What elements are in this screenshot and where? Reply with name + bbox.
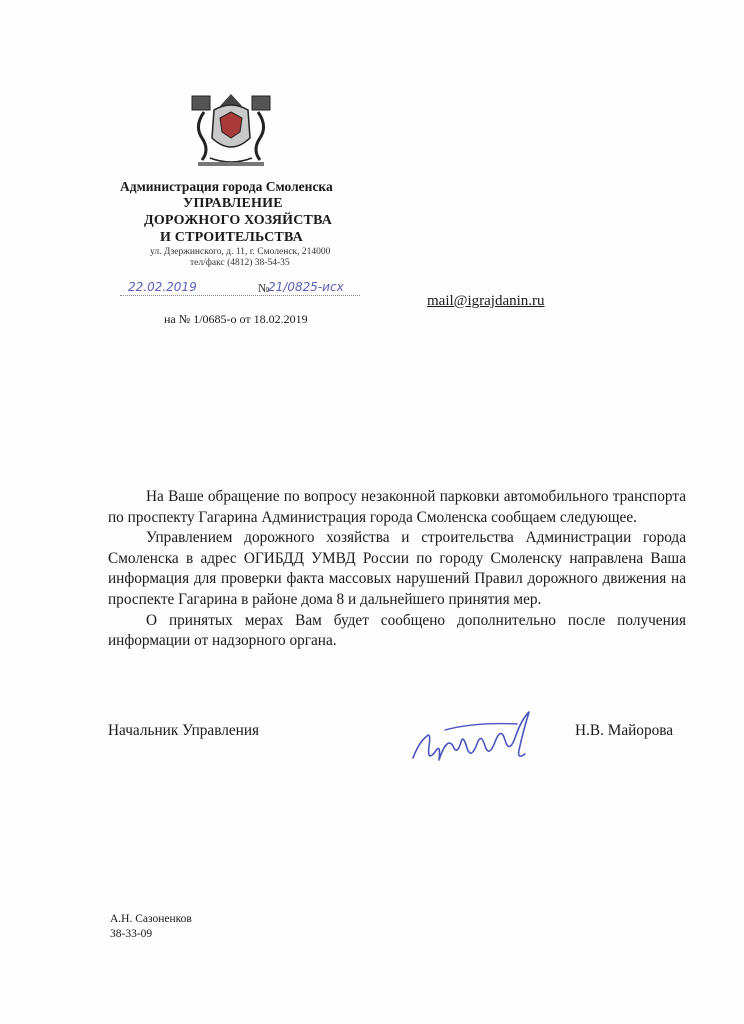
- reference-number: на № 1/0685-о от 18.02.2019: [164, 312, 308, 326]
- department-title-line3: И СТРОИТЕЛЬСТВА: [160, 230, 303, 245]
- number-sign: №: [258, 281, 270, 295]
- department-phone: тел/факс (4812) 38-54-35: [190, 258, 290, 268]
- body-paragraph-2: Управлением дорожного хозяйства и строительства Администрации города Смоленска в адрес ОГИБДД УМВД России по городу Смоленску направлена Ваша информация для проверки факта массовых нарушений Правил дорожного движения на проспекте Гагарина в районе дома 8 и дальнейшего принятия мер.: [108, 529, 686, 608]
- recipient-email: mail@igrajdanin.ru: [427, 293, 545, 309]
- executor-name: А.Н. Сазоненков: [110, 913, 192, 925]
- registration-line: [120, 295, 360, 297]
- department-address: ул. Дзержинского, д. 11, г. Смоленск, 214000: [150, 247, 331, 257]
- department-title-line2: ДОРОЖНОГО ХОЗЯЙСТВА: [144, 213, 333, 228]
- handwritten-outgoing-number: 21/0825-исх: [268, 280, 344, 294]
- city-coat-of-arms-emblem: [190, 92, 272, 170]
- letter-body: [108, 487, 686, 652]
- signatory-name: Н.В. Майорова: [575, 722, 674, 739]
- executor-phone: 38-33-09: [110, 928, 153, 940]
- signatory-position: Начальник Управления: [108, 722, 260, 739]
- body-paragraph-1: На Ваше обращение по вопросу незаконной парковки автомобильного транспорта по проспекту Гагарина Администрация города Смоленска сообщаем следующее.: [108, 488, 686, 526]
- handwritten-signature: [405, 702, 550, 770]
- organization-name: Администрация города Смоленска: [120, 179, 333, 194]
- handwritten-date: 22.02.2019: [128, 280, 197, 294]
- body-paragraph-3: О принятых мерах Вам будет сообщено дополнительно после получения информации от надзорного органа.: [108, 611, 686, 650]
- department-title-line1: УПРАВЛЕНИЕ: [183, 196, 283, 211]
